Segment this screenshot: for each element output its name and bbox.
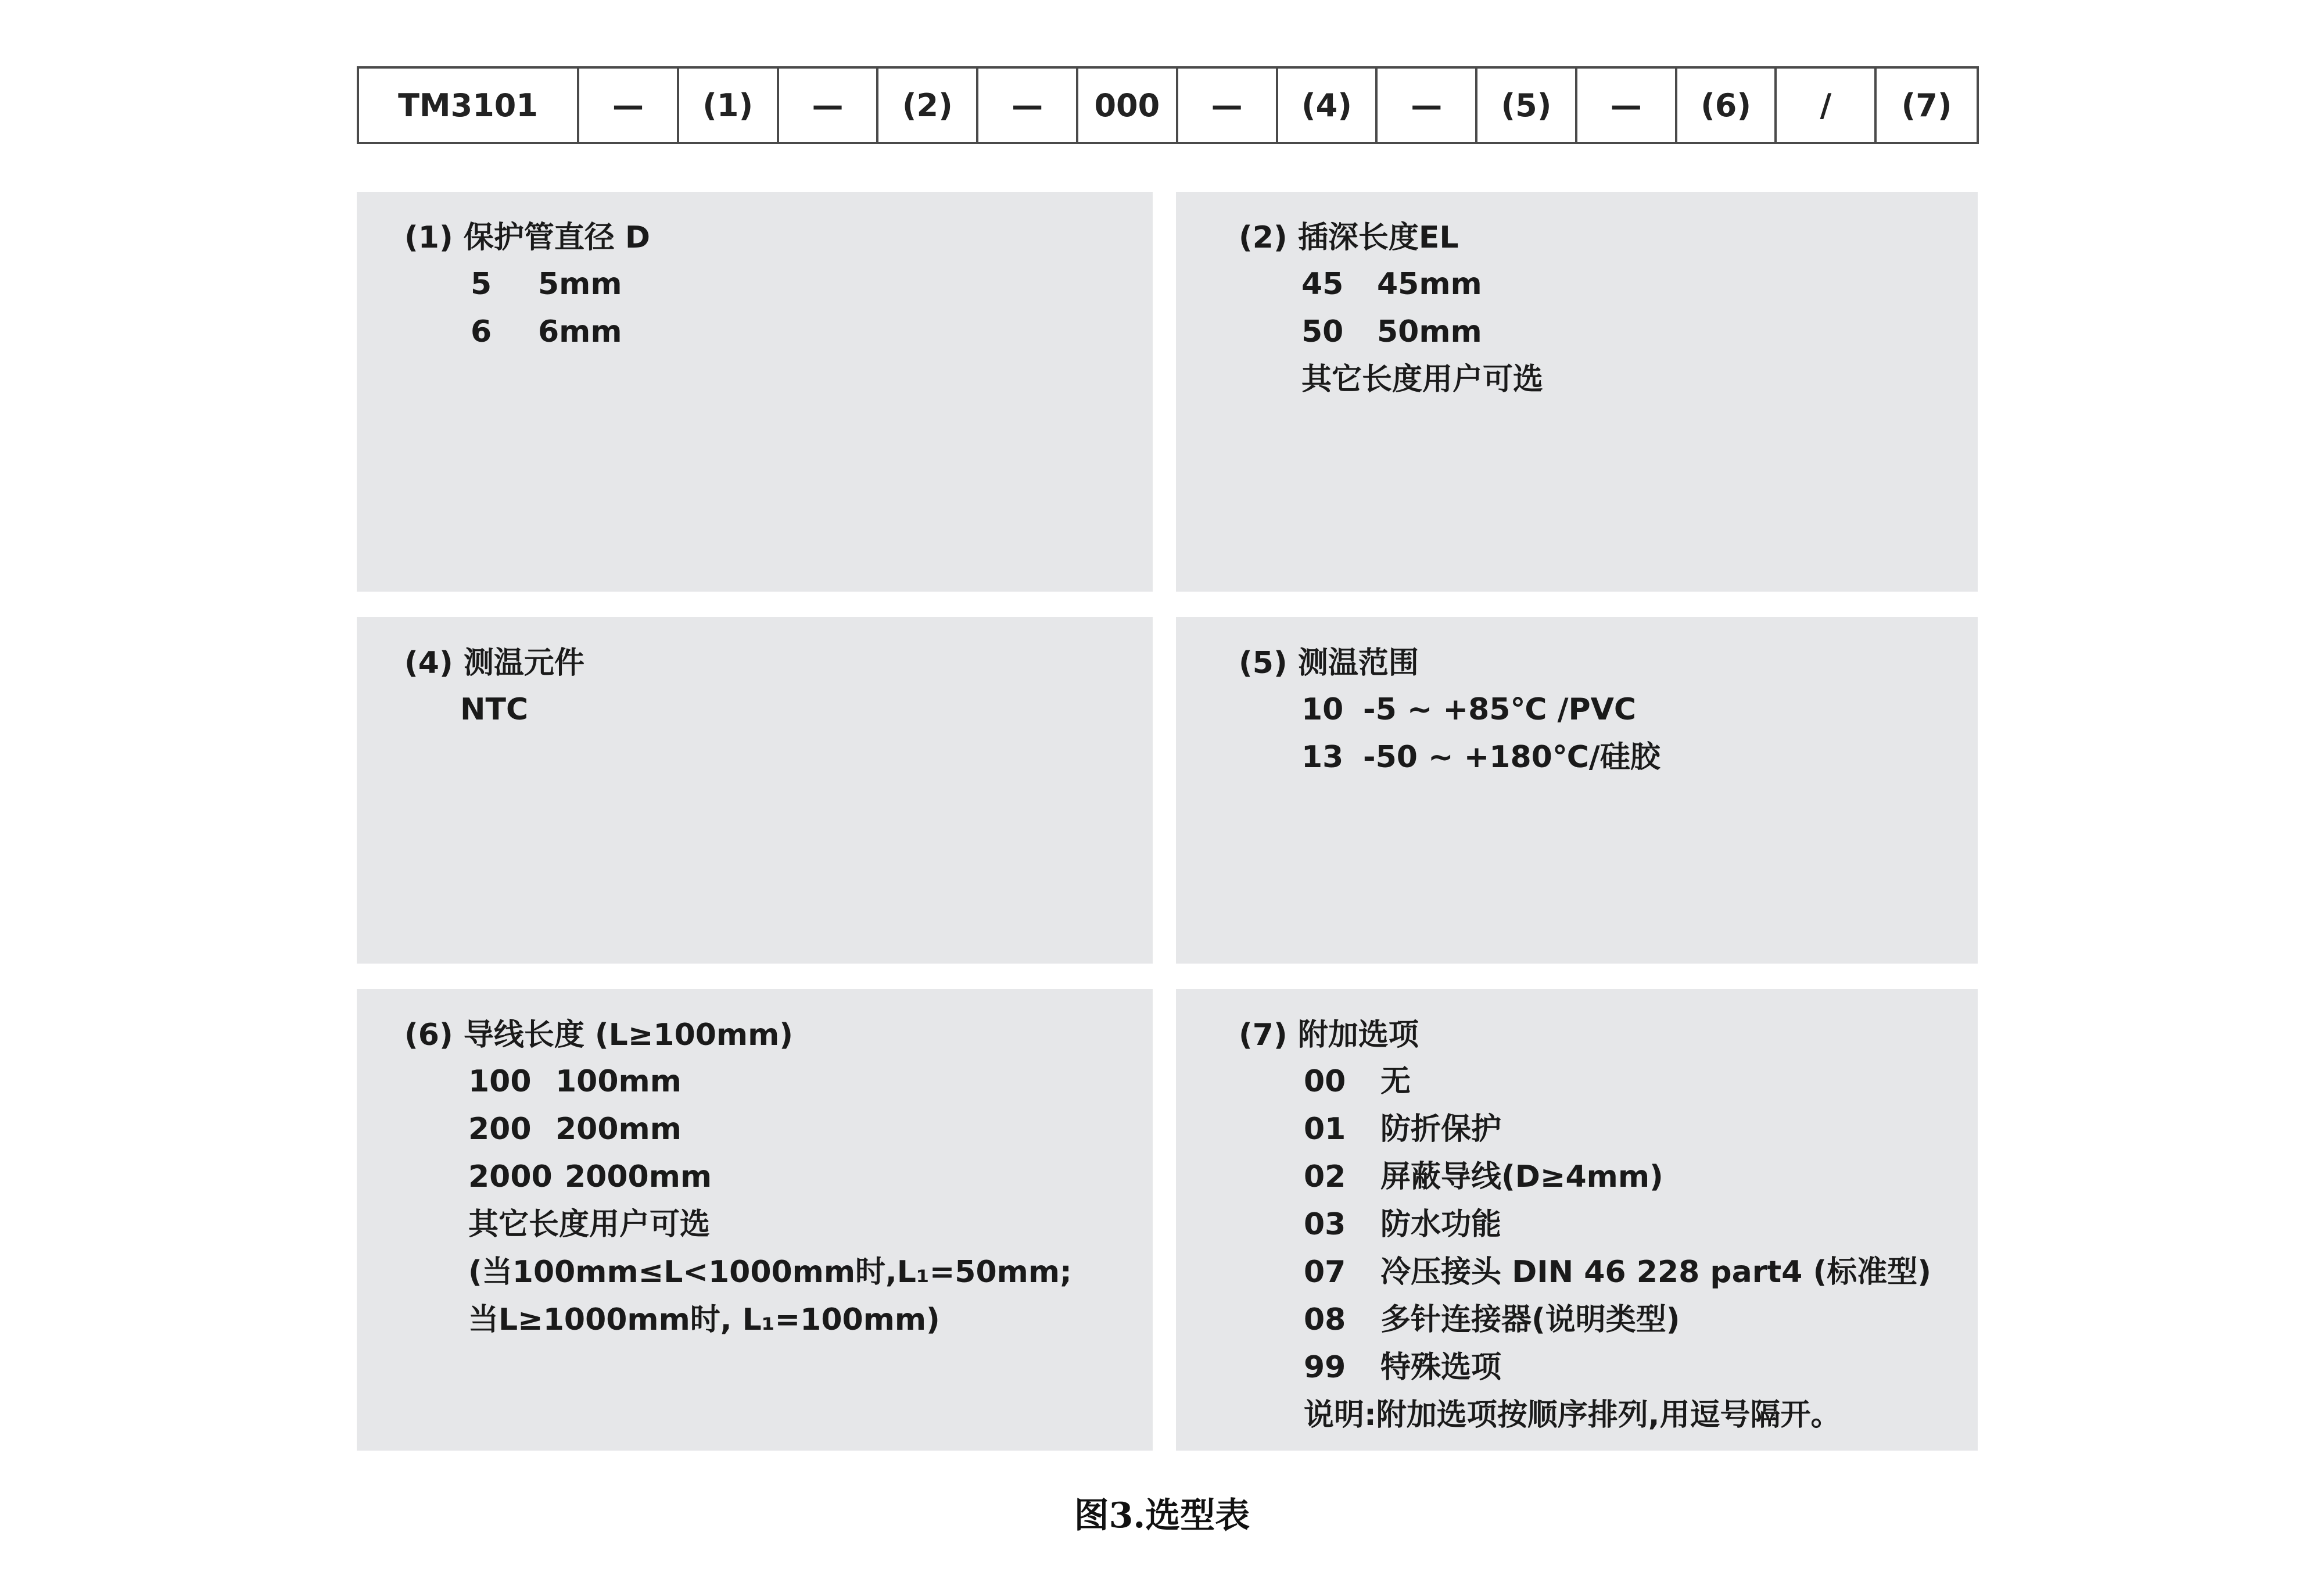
option-code: 5 bbox=[471, 267, 492, 302]
list-item bbox=[1304, 1153, 1931, 1201]
code-cell-option-4: (4) bbox=[1278, 69, 1378, 142]
list-item bbox=[468, 1296, 1072, 1344]
list-item bbox=[468, 1248, 1072, 1296]
panel-title: (6) 导线长度 (L≥100mm) bbox=[404, 1018, 794, 1053]
option-code: NTC bbox=[460, 692, 529, 727]
option-code: 13 bbox=[1301, 740, 1344, 775]
panel-title: (4) 测温元件 bbox=[404, 646, 584, 681]
option-desc: 防水功能 bbox=[1380, 1207, 1502, 1242]
option-desc: 屏蔽导线(D≥4mm) bbox=[1380, 1159, 1663, 1194]
option-desc: 无 bbox=[1380, 1064, 1411, 1099]
code-cell-option-6: (6) bbox=[1677, 69, 1777, 142]
list-item bbox=[1301, 686, 1660, 733]
option-code: 01 bbox=[1304, 1112, 1346, 1147]
code-cell-dash: — bbox=[1378, 69, 1477, 142]
option-desc: 45mm bbox=[1377, 267, 1482, 302]
code-cell-option-1: (1) bbox=[679, 69, 779, 142]
option-desc: 防折保护 bbox=[1380, 1112, 1502, 1147]
option-desc: 50mm bbox=[1377, 314, 1482, 349]
option-code: 45 bbox=[1301, 267, 1344, 302]
option-list bbox=[1301, 260, 1543, 403]
list-item bbox=[468, 1105, 1072, 1153]
option-desc: 2000mm bbox=[565, 1159, 712, 1194]
option-code: 50 bbox=[1301, 314, 1344, 349]
option-list bbox=[1304, 1058, 1931, 1439]
list-item bbox=[1304, 1105, 1931, 1153]
model-code-strip bbox=[357, 66, 1979, 144]
option-desc: 6mm bbox=[538, 314, 622, 349]
list-item bbox=[1304, 1296, 1931, 1344]
list-item bbox=[1301, 260, 1543, 308]
option-desc: 5mm bbox=[538, 267, 622, 302]
code-cell-dash: — bbox=[779, 69, 879, 142]
option-list bbox=[460, 686, 528, 733]
option-code: 08 bbox=[1304, 1302, 1346, 1337]
code-cell-dash: — bbox=[579, 69, 679, 142]
option-code: 99 bbox=[1304, 1350, 1346, 1385]
list-item bbox=[471, 308, 622, 356]
option-note: 其它长度用户可选 bbox=[1301, 362, 1544, 397]
option-code: 02 bbox=[1304, 1159, 1346, 1194]
panel-lead-length bbox=[357, 989, 1153, 1451]
list-item bbox=[468, 1153, 1072, 1201]
list-item bbox=[1301, 733, 1660, 781]
list-item bbox=[1301, 356, 1543, 403]
option-code: 6 bbox=[471, 314, 492, 349]
list-item bbox=[1304, 1201, 1931, 1248]
code-cell-option-2: (2) bbox=[878, 69, 978, 142]
option-desc: 多针连接器(说明类型) bbox=[1380, 1302, 1680, 1337]
option-list bbox=[468, 1058, 1072, 1344]
panel-title: (7) 附加选项 bbox=[1239, 1018, 1419, 1053]
option-code: 10 bbox=[1301, 692, 1344, 727]
code-cell-option-5: (5) bbox=[1477, 69, 1577, 142]
option-code: 200 bbox=[468, 1112, 532, 1147]
option-code: 07 bbox=[1304, 1255, 1346, 1290]
code-cell-fixed-000: 000 bbox=[1078, 69, 1178, 142]
panel-title: (2) 插深长度EL bbox=[1239, 220, 1459, 255]
code-cell-dash: — bbox=[1577, 69, 1677, 142]
option-desc: 特殊选项 bbox=[1380, 1350, 1502, 1385]
list-item bbox=[1301, 308, 1543, 356]
option-note: 其它长度用户可选 bbox=[468, 1207, 711, 1242]
code-cell-dash: — bbox=[1178, 69, 1278, 142]
code-cell-slash: / bbox=[1777, 69, 1877, 142]
option-list bbox=[471, 260, 622, 356]
option-code: 03 bbox=[1304, 1207, 1346, 1242]
list-item bbox=[1304, 1344, 1931, 1391]
list-item bbox=[1304, 1058, 1931, 1105]
code-cell-option-7: (7) bbox=[1901, 87, 1952, 124]
option-note: 当L≥1000mm时, L₁=100mm) bbox=[468, 1302, 940, 1337]
panel-additional-options bbox=[1176, 989, 1978, 1451]
option-desc: 100mm bbox=[555, 1064, 682, 1099]
option-note: (当100mm≤L<1000mm时,L₁=50mm; bbox=[468, 1255, 1072, 1290]
option-desc: -5 ~ +85℃ /PVC bbox=[1363, 692, 1637, 727]
panel-title: (1) 保护管直径 D bbox=[404, 220, 651, 255]
list-item bbox=[471, 260, 622, 308]
list-item bbox=[460, 686, 528, 733]
list-item bbox=[468, 1058, 1072, 1105]
code-cell-dash: — bbox=[978, 69, 1078, 142]
panel-temperature-range bbox=[1176, 617, 1978, 964]
option-list bbox=[1301, 686, 1660, 781]
option-desc: 冷压接头 DIN 46 228 part4 (标准型) bbox=[1380, 1255, 1931, 1290]
list-item bbox=[1304, 1248, 1931, 1296]
option-code: 2000 bbox=[468, 1159, 553, 1194]
option-note: 说明:附加选项按顺序排列,用逗号隔开。 bbox=[1304, 1398, 1841, 1433]
option-code: 100 bbox=[468, 1064, 532, 1099]
figure-caption: 图3.选型表 bbox=[1074, 1495, 1250, 1536]
panel-tube-diameter bbox=[357, 192, 1153, 592]
option-desc: -50 ~ +180℃/硅胶 bbox=[1363, 740, 1660, 775]
option-code: 00 bbox=[1304, 1064, 1346, 1099]
panel-sensing-element bbox=[357, 617, 1153, 964]
panel-insertion-length bbox=[1176, 192, 1978, 592]
option-desc: 200mm bbox=[555, 1112, 682, 1147]
list-item bbox=[1304, 1391, 1931, 1439]
panel-title: (5) 测温范围 bbox=[1239, 646, 1419, 681]
code-cell-model: TM3101 bbox=[359, 69, 579, 142]
list-item bbox=[468, 1201, 1072, 1248]
